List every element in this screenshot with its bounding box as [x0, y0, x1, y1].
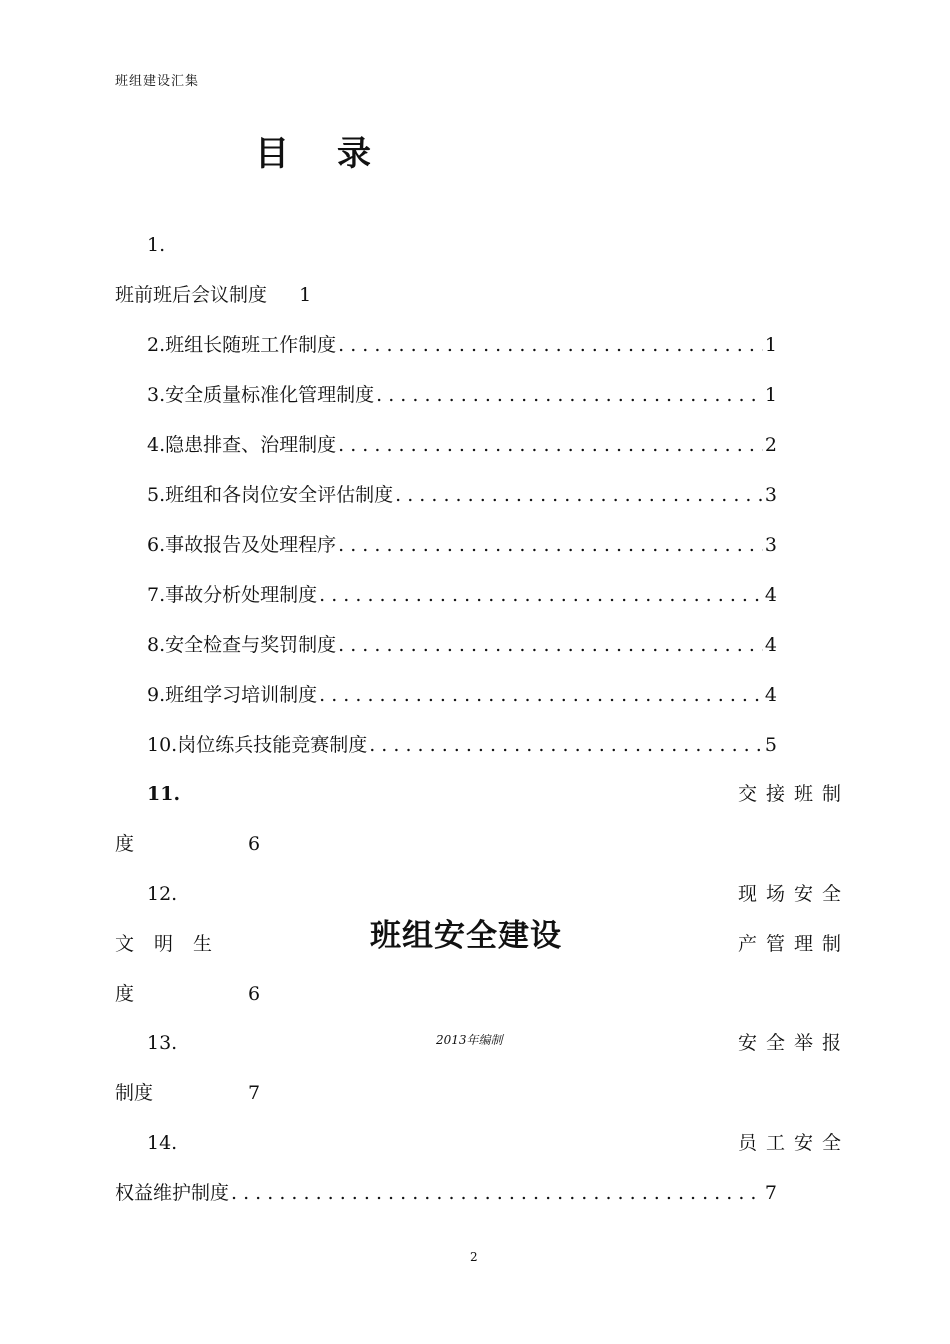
toc-leader-dots: [319, 682, 763, 708]
toc-item-1-label: 班前班后会议制度: [115, 284, 268, 306]
toc-item-7[interactable]: [147, 582, 777, 608]
toc-item-1[interactable]: [115, 282, 311, 308]
toc-item-6-label: 6.事故报告及处理程序: [147, 534, 337, 556]
toc-item-4-label: 4.隐患排查、治理制度: [147, 434, 337, 456]
toc-item-3-label: 3.安全质量标准化管理制度: [147, 384, 375, 406]
toc-item-14-label-a[interactable]: 员工安全: [738, 1132, 851, 1154]
toc-item-5[interactable]: [147, 482, 777, 508]
toc-leader-dots: [338, 432, 763, 458]
toc-leader-dots: [376, 382, 763, 408]
toc-item-10-label: 10.岗位练兵技能竞赛制度: [147, 734, 368, 756]
page-title: 目录: [255, 134, 419, 174]
toc-item-10[interactable]: [147, 732, 777, 758]
toc-item-9-page: 4: [764, 684, 777, 706]
toc-item-14-number: 14.: [147, 1132, 178, 1154]
toc-item-3-page: 1: [764, 384, 777, 406]
toc-item-6[interactable]: [147, 532, 777, 558]
toc-item-12-label-d[interactable]: 度: [115, 983, 135, 1005]
toc-item-4-page: 2: [764, 434, 777, 456]
toc-item-12-label-b[interactable]: 文明生: [115, 933, 233, 955]
toc-item-7-page: 4: [764, 584, 777, 606]
toc-item-12-label-c[interactable]: 产管理制: [738, 933, 851, 955]
toc-item-8-page: 4: [764, 634, 777, 656]
toc-leader-dots: [338, 632, 763, 658]
toc-item-8-label: 8.安全检查与奖罚制度: [147, 634, 337, 656]
toc-item-14-label-b: 权益维护制度: [115, 1182, 230, 1204]
toc-item-1-page: 1: [299, 284, 312, 306]
toc-item-2-label: 2.班组长随班工作制度: [147, 334, 337, 356]
toc-item-11-number: 11.: [147, 783, 181, 805]
cover-subtitle: 2013年编制: [436, 1033, 503, 1047]
toc-item-3[interactable]: [147, 382, 777, 408]
toc-leader-dots: [369, 732, 763, 758]
toc-leader-dots: [338, 532, 763, 558]
toc-item-1-number: 1.: [147, 234, 166, 256]
toc-leader-dots: [231, 1180, 763, 1206]
toc-item-14-page: 7: [764, 1182, 777, 1204]
toc-item-4[interactable]: [147, 432, 777, 458]
toc-item-6-page: 3: [764, 534, 777, 556]
running-header: 班组建设汇集: [115, 74, 200, 89]
toc-item-13-number: 13.: [147, 1032, 178, 1054]
toc-item-7-label: 7.事故分析处理制度: [147, 584, 318, 606]
toc-item-5-label: 5.班组和各岗位安全评估制度: [147, 484, 394, 506]
toc-item-11-page: 6: [248, 833, 261, 855]
toc-item-11-label-b[interactable]: 度: [115, 833, 135, 855]
toc-item-13-page: 7: [248, 1082, 261, 1104]
toc-item-2-page: 1: [764, 334, 777, 356]
cover-title: 班组安全建设: [370, 918, 562, 954]
toc-item-13-label-b[interactable]: 制度: [115, 1082, 154, 1104]
toc-item-9-label: 9.班组学习培训制度: [147, 684, 318, 706]
toc-leader-dots: [395, 482, 763, 508]
toc-item-14[interactable]: [115, 1180, 777, 1206]
toc-item-8[interactable]: [147, 632, 777, 658]
toc-item-5-page: 3: [764, 484, 777, 506]
page-number: 2: [470, 1250, 478, 1264]
toc-item-12-number: 12.: [147, 883, 178, 905]
toc-leader-dots: [319, 582, 763, 608]
toc-leader-dots: [338, 332, 763, 358]
toc-item-12-label-a[interactable]: 现场安全: [738, 883, 851, 905]
toc-item-2[interactable]: [147, 332, 777, 358]
toc-item-12-page: 6: [248, 983, 261, 1005]
toc-item-13-label-a[interactable]: 安全举报: [738, 1032, 851, 1054]
toc-item-9[interactable]: [147, 682, 777, 708]
toc-item-11-label-a[interactable]: 交接班制: [738, 783, 851, 805]
toc-item-10-page: 5: [764, 734, 777, 756]
